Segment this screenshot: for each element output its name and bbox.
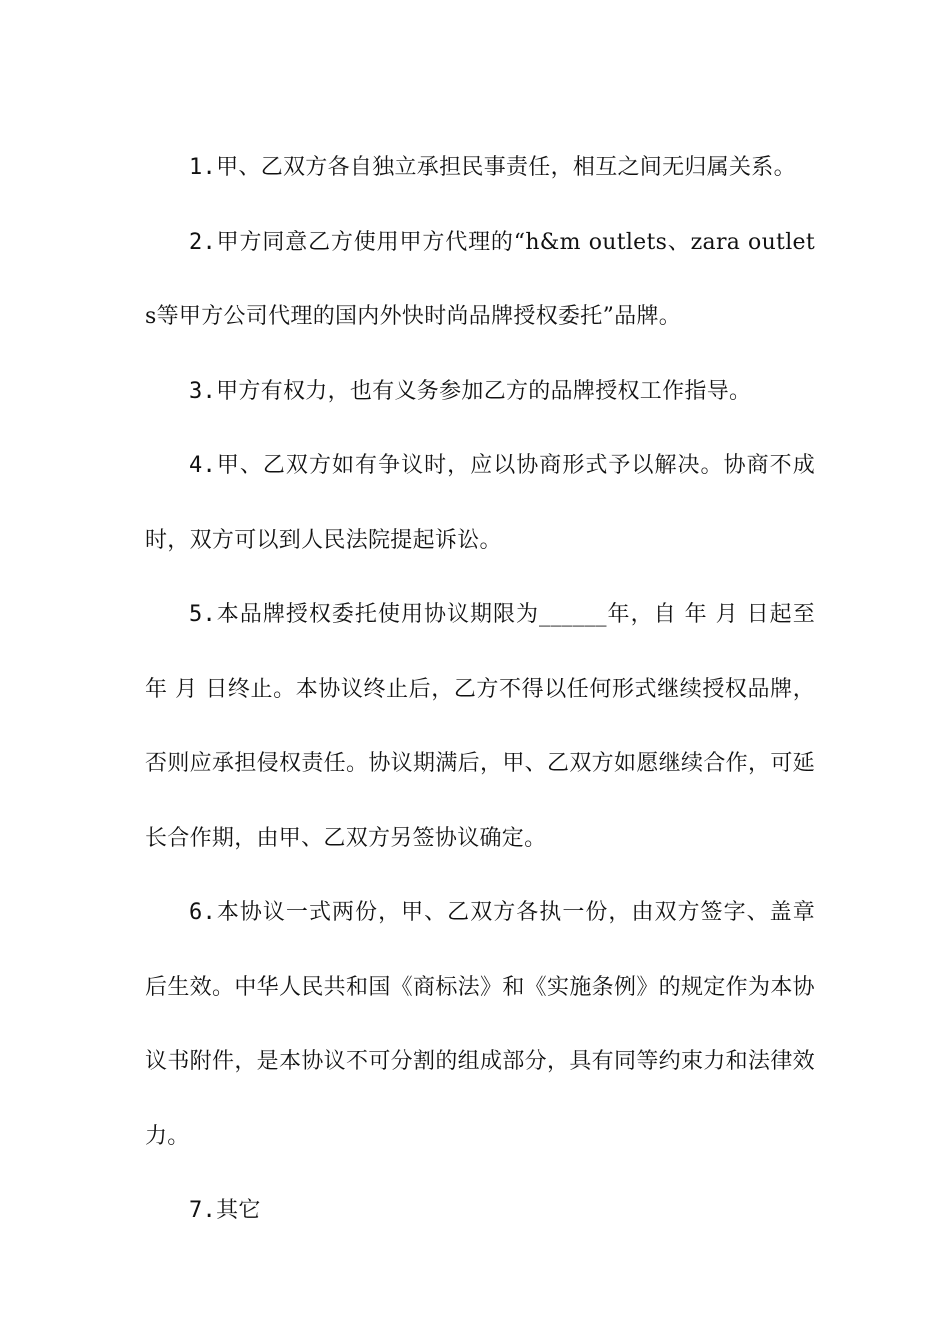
clause-text: 甲方有权力，也有义务参加乙方的品牌授权工作指导。 xyxy=(216,378,752,404)
clause-text: 本协议一式两份，甲、乙双方各执一份，由双方签字、盖章后生效。中华人民共和国《商标法》和《实施条例》的规定作为本协议书附件，是本协议不可分割的组成部分，具有同等约束力和法律效力。 xyxy=(145,900,815,1149)
clause-number: 7. xyxy=(189,1198,217,1223)
clause-number: 4. xyxy=(189,453,217,478)
clause-3 xyxy=(145,355,815,430)
clause-number: 6. xyxy=(189,900,217,925)
clause-number: 5. xyxy=(189,602,217,627)
clause-number: 2. xyxy=(189,229,217,255)
document-body xyxy=(145,131,815,1249)
clause-1 xyxy=(145,131,815,206)
clause-4 xyxy=(145,429,815,578)
clause-text: 甲、乙双方如有争议时，应以协商形式予以解决。协商不成时，双方可以到人民法院提起诉讼。 xyxy=(145,453,815,553)
clause-6 xyxy=(145,876,815,1174)
clause-text: 本品牌授权委托使用协议期限为______年，自 年 月 日起至 年 月 日终止。本协议终止后，乙方不得以任何形式继续授权品牌，否则应承担侵权责任。协议期满后，甲、乙双方如愿继续合作，可延长合作期，由甲、乙双方另签协议确定。 xyxy=(145,602,815,851)
clause-number: 1. xyxy=(189,155,217,180)
clause-5 xyxy=(145,578,815,876)
clause-text: 甲方同意乙方使用甲方代理的“h&m outlets、zara outlets等甲方公司代理的国内外快时尚品牌授权委托”品牌。 xyxy=(145,229,815,329)
clause-7 xyxy=(145,1174,815,1249)
clause-number: 3. xyxy=(189,378,217,404)
clause-text: 其它 xyxy=(216,1198,261,1223)
clause-2 xyxy=(145,206,815,355)
clause-text: 甲、乙双方各自独立承担民事责任，相互之间无归属关系。 xyxy=(216,155,796,180)
